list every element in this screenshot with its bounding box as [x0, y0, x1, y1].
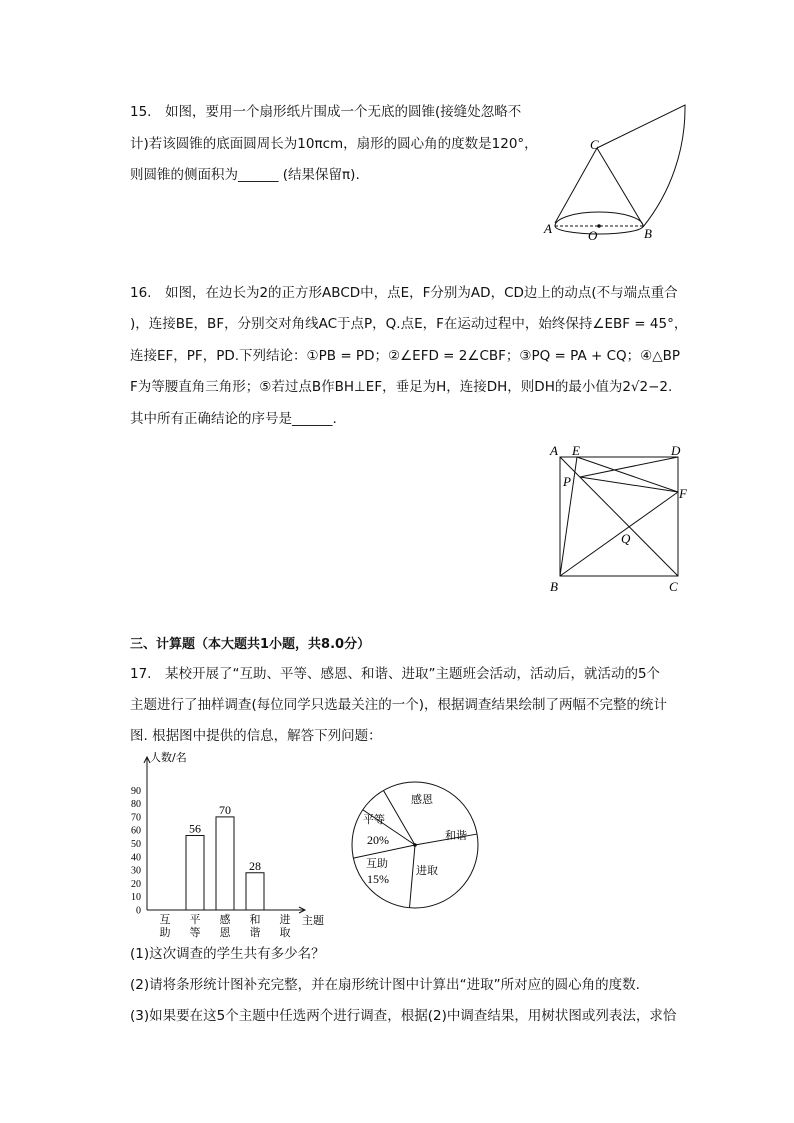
y-axis-label: 人数/名 [150, 751, 187, 764]
pie-slice-label: 感恩 [411, 793, 433, 806]
label-e: E [572, 443, 580, 458]
x-tick-label: 等 [189, 926, 201, 939]
label-f: F [679, 486, 687, 501]
label-d: D [671, 443, 681, 458]
q15-line-3: 则圆锥的侧面积为______ (结果保留π). [130, 167, 360, 183]
y-tick-label: 10 [131, 892, 141, 904]
q15-cone-figure [535, 95, 705, 245]
label-p: P [563, 474, 571, 489]
pie-slice-label: 互助 [366, 857, 388, 870]
x-tick-label: 谐 [249, 926, 261, 939]
bar-chart [115, 745, 340, 940]
q16-line-1: 16. 如图，在边长为2的正方形ABCD中，点E，F分别为AD，CD边上的动点(不与端点重合 [130, 285, 678, 301]
pie-slice-label: 进取 [416, 864, 438, 877]
segment-pf [580, 477, 678, 492]
q16-line-2: )，连接BE，BF，分别交对角线AC于点P，Q.点E，F在运动过程中，始终保持∠EBF = 45°， [130, 316, 688, 332]
q17-line-1: 17. 某校开展了“互助、平等、感恩、和谐、进取”主题班会活动，活动后，就活动的5个 [130, 666, 661, 682]
bar-data-label: 28 [249, 858, 261, 873]
bar [216, 817, 234, 910]
x-tick-label: 取 [279, 926, 291, 939]
x-axis-label: 主题 [302, 914, 324, 927]
y-tick-label: 60 [131, 825, 141, 837]
pie-center [413, 843, 417, 847]
bar [186, 836, 204, 910]
q17-question-3: (3)如果要在这5个主题中任选两个进行调查，根据(2)中调查结果，用树状图或列表法，求恰 [130, 1008, 677, 1024]
y-tick-label: 0 [136, 905, 141, 917]
label-c: C [590, 137, 599, 152]
bar-data-label: 70 [219, 802, 231, 817]
label-c: C [669, 579, 678, 594]
y-tick-label: 50 [131, 839, 141, 850]
y-tick-label: 30 [131, 865, 141, 877]
pie-slice-label: 和谐 [445, 829, 467, 842]
label-a: A [550, 443, 558, 458]
label-q: Q [621, 531, 631, 546]
q17-line-3: 图. 根据图中提供的信息，解答下列问题： [130, 728, 382, 744]
bar [246, 873, 264, 910]
q16-line-5: 其中所有正确结论的序号是______. [130, 411, 337, 427]
pie-percent-label: 20% [367, 833, 389, 847]
x-tick-label: 助 [159, 926, 171, 939]
q16-line-3: 连接EF，PF，PD.下列结论：①PB = PD；②∠EFD = 2∠CBF；③PQ = PA + CQ；④△BP [130, 348, 681, 364]
pie-chart [345, 775, 495, 920]
x-tick-label: 感 [219, 913, 231, 926]
y-tick-label: 80 [131, 799, 141, 811]
q15-line-2: 计)若该圆锥的底面圆周长为10πcm，扇形的圆心角的度数是120°， [130, 136, 538, 152]
y-tick-label: 40 [131, 852, 141, 864]
pie-percent-label: 15% [367, 872, 389, 886]
label-b: B [644, 226, 652, 241]
y-tick-label: 90 [131, 785, 141, 797]
q17-line-2: 主题进行了抽样调查(每位同学只选最关注的一个)，根据调查结果绘制了两幅不完整的统计 [130, 697, 668, 713]
segment-pd [580, 457, 678, 477]
center-point [597, 224, 601, 228]
y-tick-label: 20 [131, 878, 141, 890]
label-o: O [588, 228, 598, 243]
x-tick-label: 和 [249, 913, 261, 926]
label-b: B [550, 579, 558, 594]
q15-line-1: 15. 如图，要用一个扇形纸片围成一个无底的圆锥(接缝处忽略不 [130, 104, 522, 120]
y-tick-label: 70 [131, 812, 141, 824]
x-tick-label: 进 [279, 913, 291, 926]
q16-line-4: F为等腰直角三角形；⑤若过点B作BH⊥EF，垂足为H，连接DH，则DH的最小值为2√2−2. [130, 379, 673, 395]
x-tick-label: 恩 [219, 926, 231, 939]
diagonal-ac [560, 457, 678, 576]
label-a: A [544, 221, 552, 236]
q17-question-1: (1)这次调查的学生共有多少名？ [130, 946, 325, 962]
x-tick-label: 互 [159, 913, 171, 926]
cone-base-front [555, 212, 643, 226]
bar-data-label: 56 [189, 821, 201, 836]
segment-bf [560, 492, 678, 576]
section-heading: 三、计算题（本大题共1小题，共8.0分） [130, 637, 371, 652]
pie-slice-label: 平等 [363, 813, 385, 826]
q16-square-figure [545, 440, 705, 600]
sector-outline [597, 105, 685, 227]
q17-question-2: (2)请将条形统计图补充完整，并在扇形统计图中计算出“进取”所对应的圆心角的度数. [130, 977, 640, 993]
x-tick-label: 平 [189, 913, 201, 926]
